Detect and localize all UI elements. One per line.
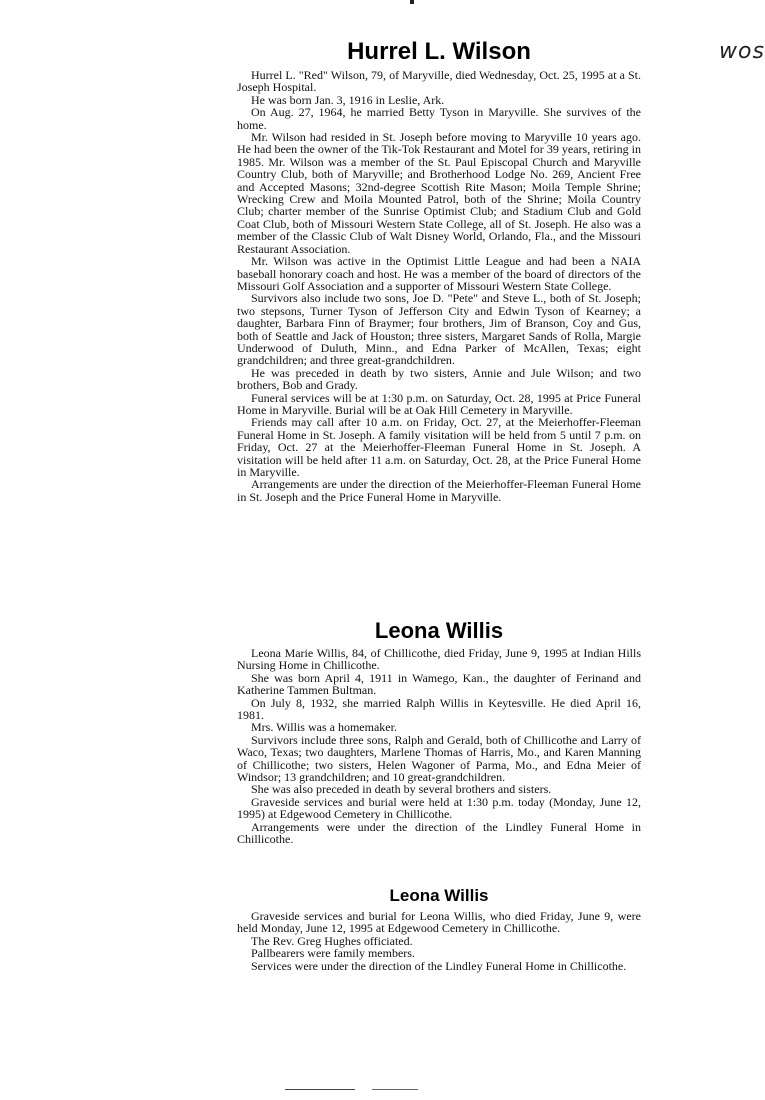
- obituary-willis-followup: [237, 885, 641, 972]
- paragraph: Leona Marie Willis, 84, of Chillicothe, died Friday, June 9, 1995 at Indian Hills Nursing Home in Chillicothe.: [237, 646, 641, 673]
- paragraph: On Aug. 27, 1964, he married Betty Tyson in Maryville. She survives of the home.: [237, 105, 641, 132]
- paragraph: He was born Jan. 3, 1916 in Leslie, Ark.: [251, 92, 445, 107]
- paragraph: On July 8, 1932, she married Ralph Willis in Keytesville. He died April 16, 1981.: [237, 695, 641, 723]
- paragraph: Survivors also include two sons, Joe D. "Pete" and Steve L., both of St. Joseph; two stepsons, Turner Tyson of Jefferson City and Edwin Tyson of Kearney; a daughter, Barbara Finn of Braymer; four brothers, Jim of Branson, Coy and Gus, both of Seattle and Jack of Houston; three sisters, Margaret Sands of Rolla, Margie Underwood of Duluth, Minn., and Edna Parker of McAllen, Texas; eight grandchildren; and three great-grandchildren.: [237, 291, 641, 368]
- handwritten-margin-note: wos: [719, 39, 765, 64]
- paragraph: She was also preceded in death by several brothers and sisters.: [251, 782, 552, 797]
- clipping-edge-line: [372, 1089, 418, 1090]
- obituary-willis: [237, 618, 641, 846]
- paragraph: Survivors include three sons, Ralph and Gerald, both of Chillicothe and Larry of Waco, Texas; two daughters, Marlene Thomas of Harris, Mo., and Karen Manning of Chillicothe; two sisters, Helen Wagoner of Parma, Mo., and Edna Meier of Windsor; 13 grandchildren; and 10 great-grandchildren.: [237, 732, 641, 785]
- paragraph: He was preceded in death by two sisters, Annie and Jule Wilson; and two brothers, Bob and Grady.: [237, 365, 641, 393]
- obituary-body: [237, 910, 641, 972]
- paragraph: Funeral services will be at 1:30 p.m. on Saturday, Oct. 28, 1995 at Price Funeral Home in Maryville. Burial will be at Oak Hill Cemetery in Maryville.: [237, 390, 641, 417]
- obituary-title: Leona Willis: [389, 886, 489, 905]
- paragraph: Pallbearers were family members.: [251, 946, 415, 961]
- paragraph: Graveside services and burial were held at 1:30 p.m. today (Monday, June 12, 1995) at Edgewood Cemetery in Chillicothe.: [237, 794, 641, 822]
- paragraph: Mr. Wilson had resided in St. Joseph before moving to Maryville 10 years ago. He had been the owner of the Tik-Tok Restaurant and Motel for 39 years, retiring in 1985. Mr. Wilson was a member of the St. Paul Episcopal Church and Maryville Country Club, both of Maryville; and Brotherhood Lodge No. 269, Ancient Free and Accepted Masons; 32nd-degree Scottish Rite Mason; Moila Temple Shrine; Wrecking Crew and Moila Mounted Patrol, both of the Shrine; Moila Country Club; charter member of the Sunrise Optimist Club; and Stadium Club and Gold Coat Club, both of Missouri Western State College, all of St. Joseph. He also was a member of the Classic Club of Walt Disney World, Orlando, Fla., and the Missouri Restaurant Association.: [237, 130, 641, 256]
- paragraph: Graveside services and burial for Leona Willis, who died Friday, June 9, were held Monday, June 12, 1995 at Edgewood Cemetery in Chillicothe.: [237, 909, 641, 936]
- paragraph: Arrangements were under the direction of the Lindley Funeral Home in Chillicothe.: [237, 819, 641, 847]
- obituary-body: [237, 647, 641, 846]
- paragraph: Services were under the direction of the Lindley Funeral Home in Chillicothe.: [251, 958, 627, 973]
- paragraph: Hurrel L. "Red" Wilson, 79, of Maryville, died Wednesday, Oct. 25, 1995 at a St. Joseph Hospital.: [237, 68, 641, 95]
- paragraph: Friends may call after 10 a.m. on Friday, Oct. 27, at the Meierhoffer-Fleeman Funeral Home in St. Joseph. A family visitation will be held from 5 until 7 p.m. on Friday, Oct. 27 at the Meierhoffer-Fleeman Funeral Home in St. Joseph. A visitation will be held after 11 a.m. on Saturday, Oct. 28, at the Price Funeral Home in Maryville.: [237, 415, 641, 479]
- obituary-title: Leona Willis: [374, 618, 504, 643]
- paragraph: Arrangements are under the direction of the Meierhoffer-Fleeman Funeral Home in St. Joseph and the Price Funeral Home in Maryville.: [237, 477, 641, 504]
- paragraph: Mr. Wilson was active in the Optimist Little League and had been a NAIA baseball honorary coach and host. He was a member of the board of directors of the Missouri Golf Association and a supporter of Missouri Western State College.: [237, 254, 641, 293]
- scan-mark: [410, 0, 414, 4]
- clipping-edge-line: [285, 1089, 355, 1090]
- obituary-body: [237, 69, 641, 503]
- paragraph: Mrs. Willis was a homemaker.: [251, 720, 397, 735]
- obituary-title: Hurrel L. Wilson: [347, 38, 531, 65]
- paragraph: The Rev. Greg Hughes officiated.: [251, 933, 413, 948]
- obituary-wilson: [237, 38, 641, 503]
- paragraph: She was born April 4, 1911 in Wamego, Kan., the daughter of Ferinand and Katherine Tammen Bultman.: [237, 670, 641, 698]
